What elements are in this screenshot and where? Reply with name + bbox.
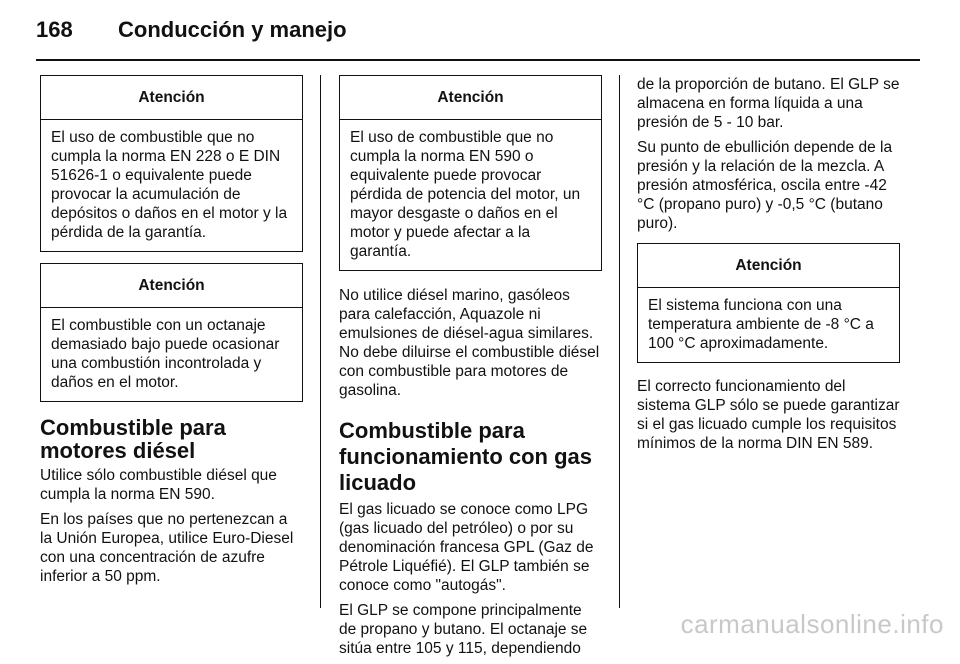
paragraph: El correcto funcionamiento del sistema GLP sólo se puede garantizar si el gas licuado cumple los requisitos mínimos de la norma DIN EN 589. [637,378,900,452]
section-heading: Combustible para funcionamiento con gas licuado [339,418,593,495]
watermark: carmanualsonline.info [680,609,944,639]
warning-box [637,243,900,363]
warning-box-text: El uso de combustible que no cumpla la norma EN 228 o E DIN 51626-1 o equivalente puede provocar la acumulación de depósitos o daños en el motor y la pérdida de la garantía. [51,129,288,241]
warning-box-text: El uso de combustible que no cumpla la norma EN 590 o equivalente puede provocar pérdida de potencia del motor, un mayor desgaste o daños en el motor y puede afectar a la garantía. [350,129,581,260]
warning-box [339,75,602,271]
warning-box-title: Atención [41,76,302,120]
page-title: Conducción y manejo [118,17,347,42]
warning-box-title: Atención [638,244,899,288]
column-left [40,75,303,592]
column-right [637,75,900,459]
paragraph: En los países que no pertenezcan a la Unión Europea, utilice Euro-Diesel con una concentración de azufre inferior a 50 ppm. [40,511,294,585]
section-heading: Combustible para motores diésel [40,415,226,463]
column-divider-left [320,75,321,608]
paragraph: No utilice diésel marino, gasóleos para calefacción, Aquazole ni emulsiones de diésel-agua similares. No debe diluirse el combustible diésel con combustible para motores de gasolina. [339,287,600,399]
paragraph: de la proporción de butano. El GLP se almacena en forma líquida a una presión de 5 - 10 bar. [637,76,900,131]
column-middle [339,75,602,664]
page-number: 168 [36,17,73,42]
warning-box [40,75,303,252]
paragraph: El gas licuado se conoce como LPG (gas licuado del petróleo) o por su denominación francesa GPL (Gaz de Pétrole Liquéfié). El GLP también se conoce como "autogás". [339,501,594,594]
paragraph: Utilice sólo combustible diésel que cumpla la norma EN 590. [40,467,277,503]
header-rule [36,59,920,61]
column-divider-right [619,75,620,608]
warning-box [40,263,303,402]
warning-box-text: El combustible con un octanaje demasiado bajo puede ocasionar una combustión incontrolada y daños en el motor. [51,317,280,391]
paragraph: Su punto de ebullición depende de la presión y la relación de la mezcla. A presión atmosférica, oscila entre -42 °C (propano puro) y -0,5 °C (butano puro). [637,139,893,232]
warning-box-title: Atención [41,264,302,308]
paragraph: El GLP se compone principalmente de propano y butano. El octanaje se sitúa entre 105 y 115, dependiendo [339,602,588,657]
warning-box-text: El sistema funciona con una temperatura ambiente de -8 °C a 100 °C aproximadamente. [648,297,874,352]
warning-box-title: Atención [340,76,601,120]
